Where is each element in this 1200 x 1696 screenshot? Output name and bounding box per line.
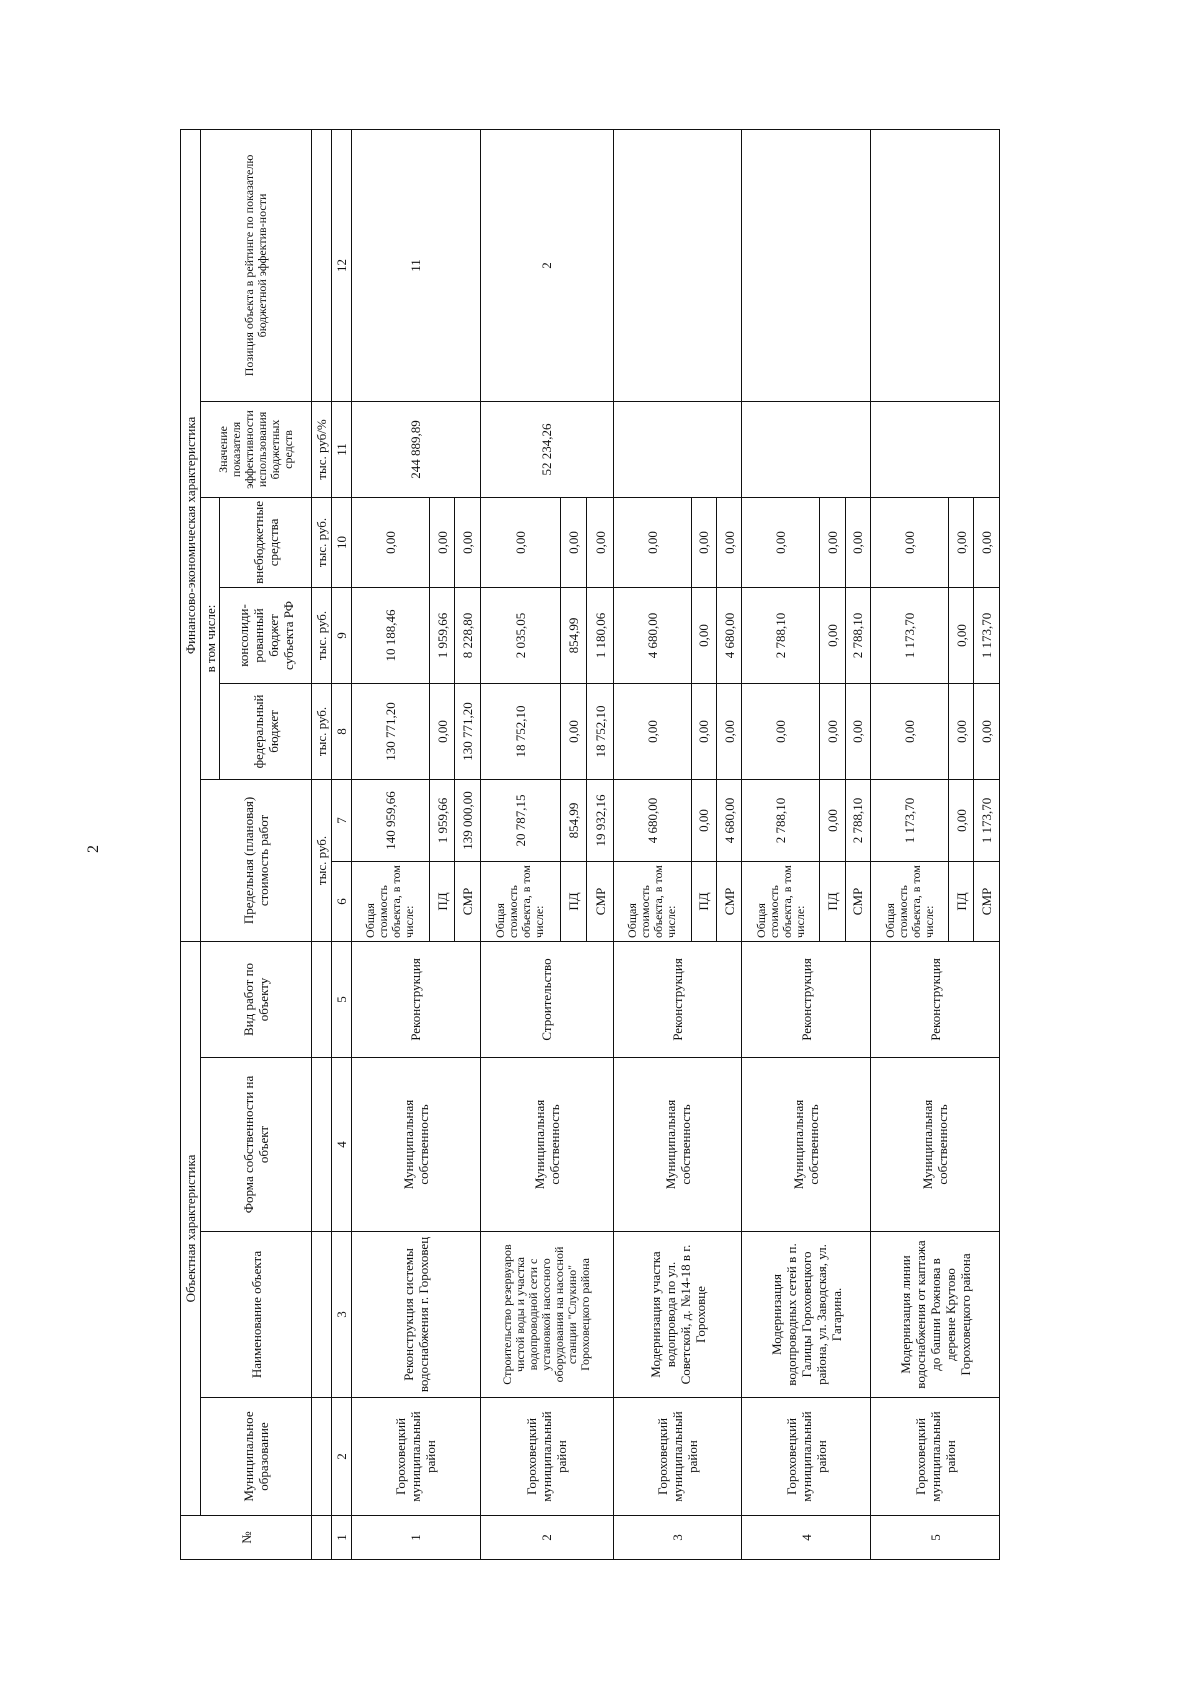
unit-regional: тыс. руб. [312, 587, 332, 683]
sub-label: СМР [845, 861, 870, 941]
sub-label: СМР [587, 861, 613, 941]
row-no: 3 [613, 1516, 742, 1560]
header-group-object: Объектная характеристика [181, 941, 201, 1515]
regional-value: 2 035,05 [480, 587, 560, 683]
row-ownership: Муниципальная собственность [480, 1058, 613, 1232]
cost-value: 4 680,00 [613, 779, 691, 861]
unit-cell [312, 1398, 332, 1516]
row-work-type: Реконструкция [352, 941, 481, 1057]
federal-value: 130 771,20 [455, 683, 480, 779]
efficiency-value: 52 234,26 [480, 401, 613, 497]
unit-cell [312, 1232, 332, 1398]
regional-value: 10 188,46 [352, 587, 430, 683]
header-including: в том числе: [201, 497, 220, 779]
federal-value: 130 771,20 [352, 683, 430, 779]
regional-value: 1 959,66 [429, 587, 454, 683]
rating-value: 2 [480, 129, 613, 401]
cost-value: 140 959,66 [352, 779, 430, 861]
extra-value: 0,00 [429, 497, 454, 587]
unit-extrabudget: тыс. руб. [312, 497, 332, 587]
cost-value: 1 173,70 [974, 779, 1000, 861]
sub-label: ПД [691, 861, 716, 941]
header-object-name: Наименование объекта [201, 1232, 312, 1398]
row-no: 4 [742, 1516, 871, 1560]
header-rating: Позиция объекта в рейтинге по показателю бюджетной эффектив-ности [201, 129, 312, 401]
regional-value: 2 788,10 [742, 587, 820, 683]
federal-value: 18 752,10 [587, 683, 613, 779]
sub-label: СМР [716, 861, 741, 941]
row-object-name: Строительство резервуаров чистой воды и участка водопроводной сети с установкой насосного оборудования на насосной станции "Слукино" Гороховецкого района [480, 1232, 613, 1398]
row-no: 5 [871, 1516, 1000, 1560]
row-work-type: Реконструкция [613, 941, 742, 1057]
sub-label: ПД [429, 861, 454, 941]
federal-value: 0,00 [429, 683, 454, 779]
column-number: 10 [332, 497, 352, 587]
sub-label: Общая стоимость объекта, в том числе: [352, 861, 430, 941]
extra-value: 0,00 [480, 497, 560, 587]
federal-value: 0,00 [691, 683, 716, 779]
column-number: 5 [332, 941, 352, 1057]
efficiency-value [613, 401, 742, 497]
column-number: 11 [332, 401, 352, 497]
regional-value: 1 173,70 [871, 587, 949, 683]
cost-value: 0,00 [691, 779, 716, 861]
row-municipality: Гороховецкий муниципальный район [742, 1398, 871, 1516]
regional-value: 0,00 [948, 587, 973, 683]
unit-cell [312, 129, 332, 401]
row-object-name: Модернизация водопроводных сетей в п. Галицы Гороховецкого района, ул. Заводская, ул. Гагарина. [742, 1232, 871, 1398]
regional-value: 854,99 [561, 587, 587, 683]
extra-value: 0,00 [742, 497, 820, 587]
header-extrabudget: внебюджетные средства [220, 497, 312, 587]
cost-value: 4 680,00 [716, 779, 741, 861]
cost-value: 2 788,10 [742, 779, 820, 861]
sub-label: ПД [561, 861, 587, 941]
sub-label: Общая стоимость объекта, в том числе: [613, 861, 691, 941]
unit-cell [312, 941, 332, 1057]
rating-value [613, 129, 742, 401]
row-object-name: Модернизация участка водопровода по ул. Советской, д. №14-18 в г. Гороховце [613, 1232, 742, 1398]
extra-value: 0,00 [613, 497, 691, 587]
table-row [480, 129, 560, 1559]
cost-value: 1 173,70 [871, 779, 949, 861]
regional-value: 1 173,70 [974, 587, 1000, 683]
header-work-type: Вид работ по объекту [201, 941, 312, 1057]
extra-value: 0,00 [352, 497, 430, 587]
regional-value: 0,00 [691, 587, 716, 683]
row-no: 1 [352, 1516, 481, 1560]
regional-value: 4 680,00 [613, 587, 691, 683]
cost-value: 2 788,10 [845, 779, 870, 861]
federal-value: 0,00 [742, 683, 820, 779]
efficiency-value [742, 401, 871, 497]
regional-value: 0,00 [820, 587, 845, 683]
unit-cell [312, 1058, 332, 1232]
row-municipality: Гороховецкий муниципальный район [480, 1398, 613, 1516]
column-number: 1 [332, 1516, 352, 1560]
cost-value: 1 959,66 [429, 779, 454, 861]
column-number: 4 [332, 1058, 352, 1232]
cost-value: 854,99 [561, 779, 587, 861]
row-no: 2 [480, 1516, 613, 1560]
header-efficiency: Значение показателя эффективности использования бюджетных средств [201, 401, 312, 497]
column-number: 9 [332, 587, 352, 683]
federal-value: 0,00 [561, 683, 587, 779]
cost-value: 139 000,00 [455, 779, 480, 861]
header-group-finance: Финансово-экономическая характеристика [181, 129, 201, 941]
federal-value: 0,00 [845, 683, 870, 779]
row-ownership: Муниципальная собственность [742, 1058, 871, 1232]
row-work-type: Строительство [480, 941, 613, 1057]
header-cost: Предельная (плановая) стоимость работ [201, 779, 312, 941]
rating-value [742, 129, 871, 401]
row-ownership: Муниципальная собственность [871, 1058, 1000, 1232]
header-federal: федеральный бюджет [220, 683, 312, 779]
header-municipality: Муниципальное образование [201, 1398, 312, 1516]
column-number: 7 [332, 779, 352, 861]
extra-value: 0,00 [561, 497, 587, 587]
row-ownership: Муниципальная собственность [613, 1058, 742, 1232]
regional-value: 8 228,80 [455, 587, 480, 683]
extra-value: 0,00 [716, 497, 741, 587]
sub-label: ПД [948, 861, 973, 941]
sub-label: СМР [974, 861, 1000, 941]
unit-cell [312, 1516, 332, 1560]
column-number: 3 [332, 1232, 352, 1398]
extra-value: 0,00 [691, 497, 716, 587]
table-row [613, 129, 691, 1559]
sub-label: Общая стоимость объекта, в том числе: [742, 861, 820, 941]
page-number: 2 [85, 845, 102, 853]
cost-value: 0,00 [948, 779, 973, 861]
column-number: 2 [332, 1398, 352, 1516]
header-ownership: Форма собственности на объект [201, 1058, 312, 1232]
sub-label: СМР [455, 861, 480, 941]
cost-value: 20 787,15 [480, 779, 560, 861]
rating-value: 11 [352, 129, 481, 401]
cost-value: 0,00 [820, 779, 845, 861]
header-regional: консолиди-рованный бюджет субъекта РФ [220, 587, 312, 683]
rotated-table-container [180, 130, 1000, 1560]
unit-cost: тыс. руб. [312, 779, 332, 941]
federal-value: 0,00 [974, 683, 1000, 779]
column-number: 12 [332, 129, 352, 401]
extra-value: 0,00 [455, 497, 480, 587]
sub-label: Общая стоимость объекта, в том числе: [480, 861, 560, 941]
row-municipality: Гороховецкий муниципальный район [352, 1398, 481, 1516]
extra-value: 0,00 [845, 497, 870, 587]
unit-federal: тыс. руб. [312, 683, 332, 779]
sub-label: Общая стоимость объекта, в том числе: [871, 861, 949, 941]
extra-value: 0,00 [820, 497, 845, 587]
federal-value: 0,00 [871, 683, 949, 779]
regional-value: 4 680,00 [716, 587, 741, 683]
row-municipality: Гороховецкий муниципальный район [871, 1398, 1000, 1516]
federal-value: 0,00 [716, 683, 741, 779]
cost-value: 19 932,16 [587, 779, 613, 861]
table-row [742, 129, 820, 1559]
header-no: № [181, 1516, 312, 1560]
federal-value: 18 752,10 [480, 683, 560, 779]
column-number: 6 [332, 861, 352, 941]
federal-value: 0,00 [948, 683, 973, 779]
regional-value: 1 180,06 [587, 587, 613, 683]
row-municipality: Гороховецкий муниципальный район [613, 1398, 742, 1516]
row-object-name: Модернизация линии водоснабжения от каптажа до башни Рожнова в деревне Крутово Гороховецкого района [871, 1232, 1000, 1398]
extra-value: 0,00 [871, 497, 949, 587]
extra-value: 0,00 [974, 497, 1000, 587]
extra-value: 0,00 [948, 497, 973, 587]
rating-value [871, 129, 1000, 401]
column-number: 8 [332, 683, 352, 779]
investment-objects-table [180, 129, 1000, 1560]
efficiency-value [871, 401, 1000, 497]
efficiency-value: 244 889,89 [352, 401, 481, 497]
row-object-name: Реконструкция системы водоснабжения г. Гороховец [352, 1232, 481, 1398]
row-ownership: Муниципальная собственность [352, 1058, 481, 1232]
table-row [352, 129, 430, 1559]
sub-label: ПД [820, 861, 845, 941]
federal-value: 0,00 [820, 683, 845, 779]
regional-value: 2 788,10 [845, 587, 870, 683]
extra-value: 0,00 [587, 497, 613, 587]
federal-value: 0,00 [613, 683, 691, 779]
row-work-type: Реконструкция [871, 941, 1000, 1057]
unit-efficiency: тыс. руб/% [312, 401, 332, 497]
table-row [871, 129, 949, 1559]
row-work-type: Реконструкция [742, 941, 871, 1057]
